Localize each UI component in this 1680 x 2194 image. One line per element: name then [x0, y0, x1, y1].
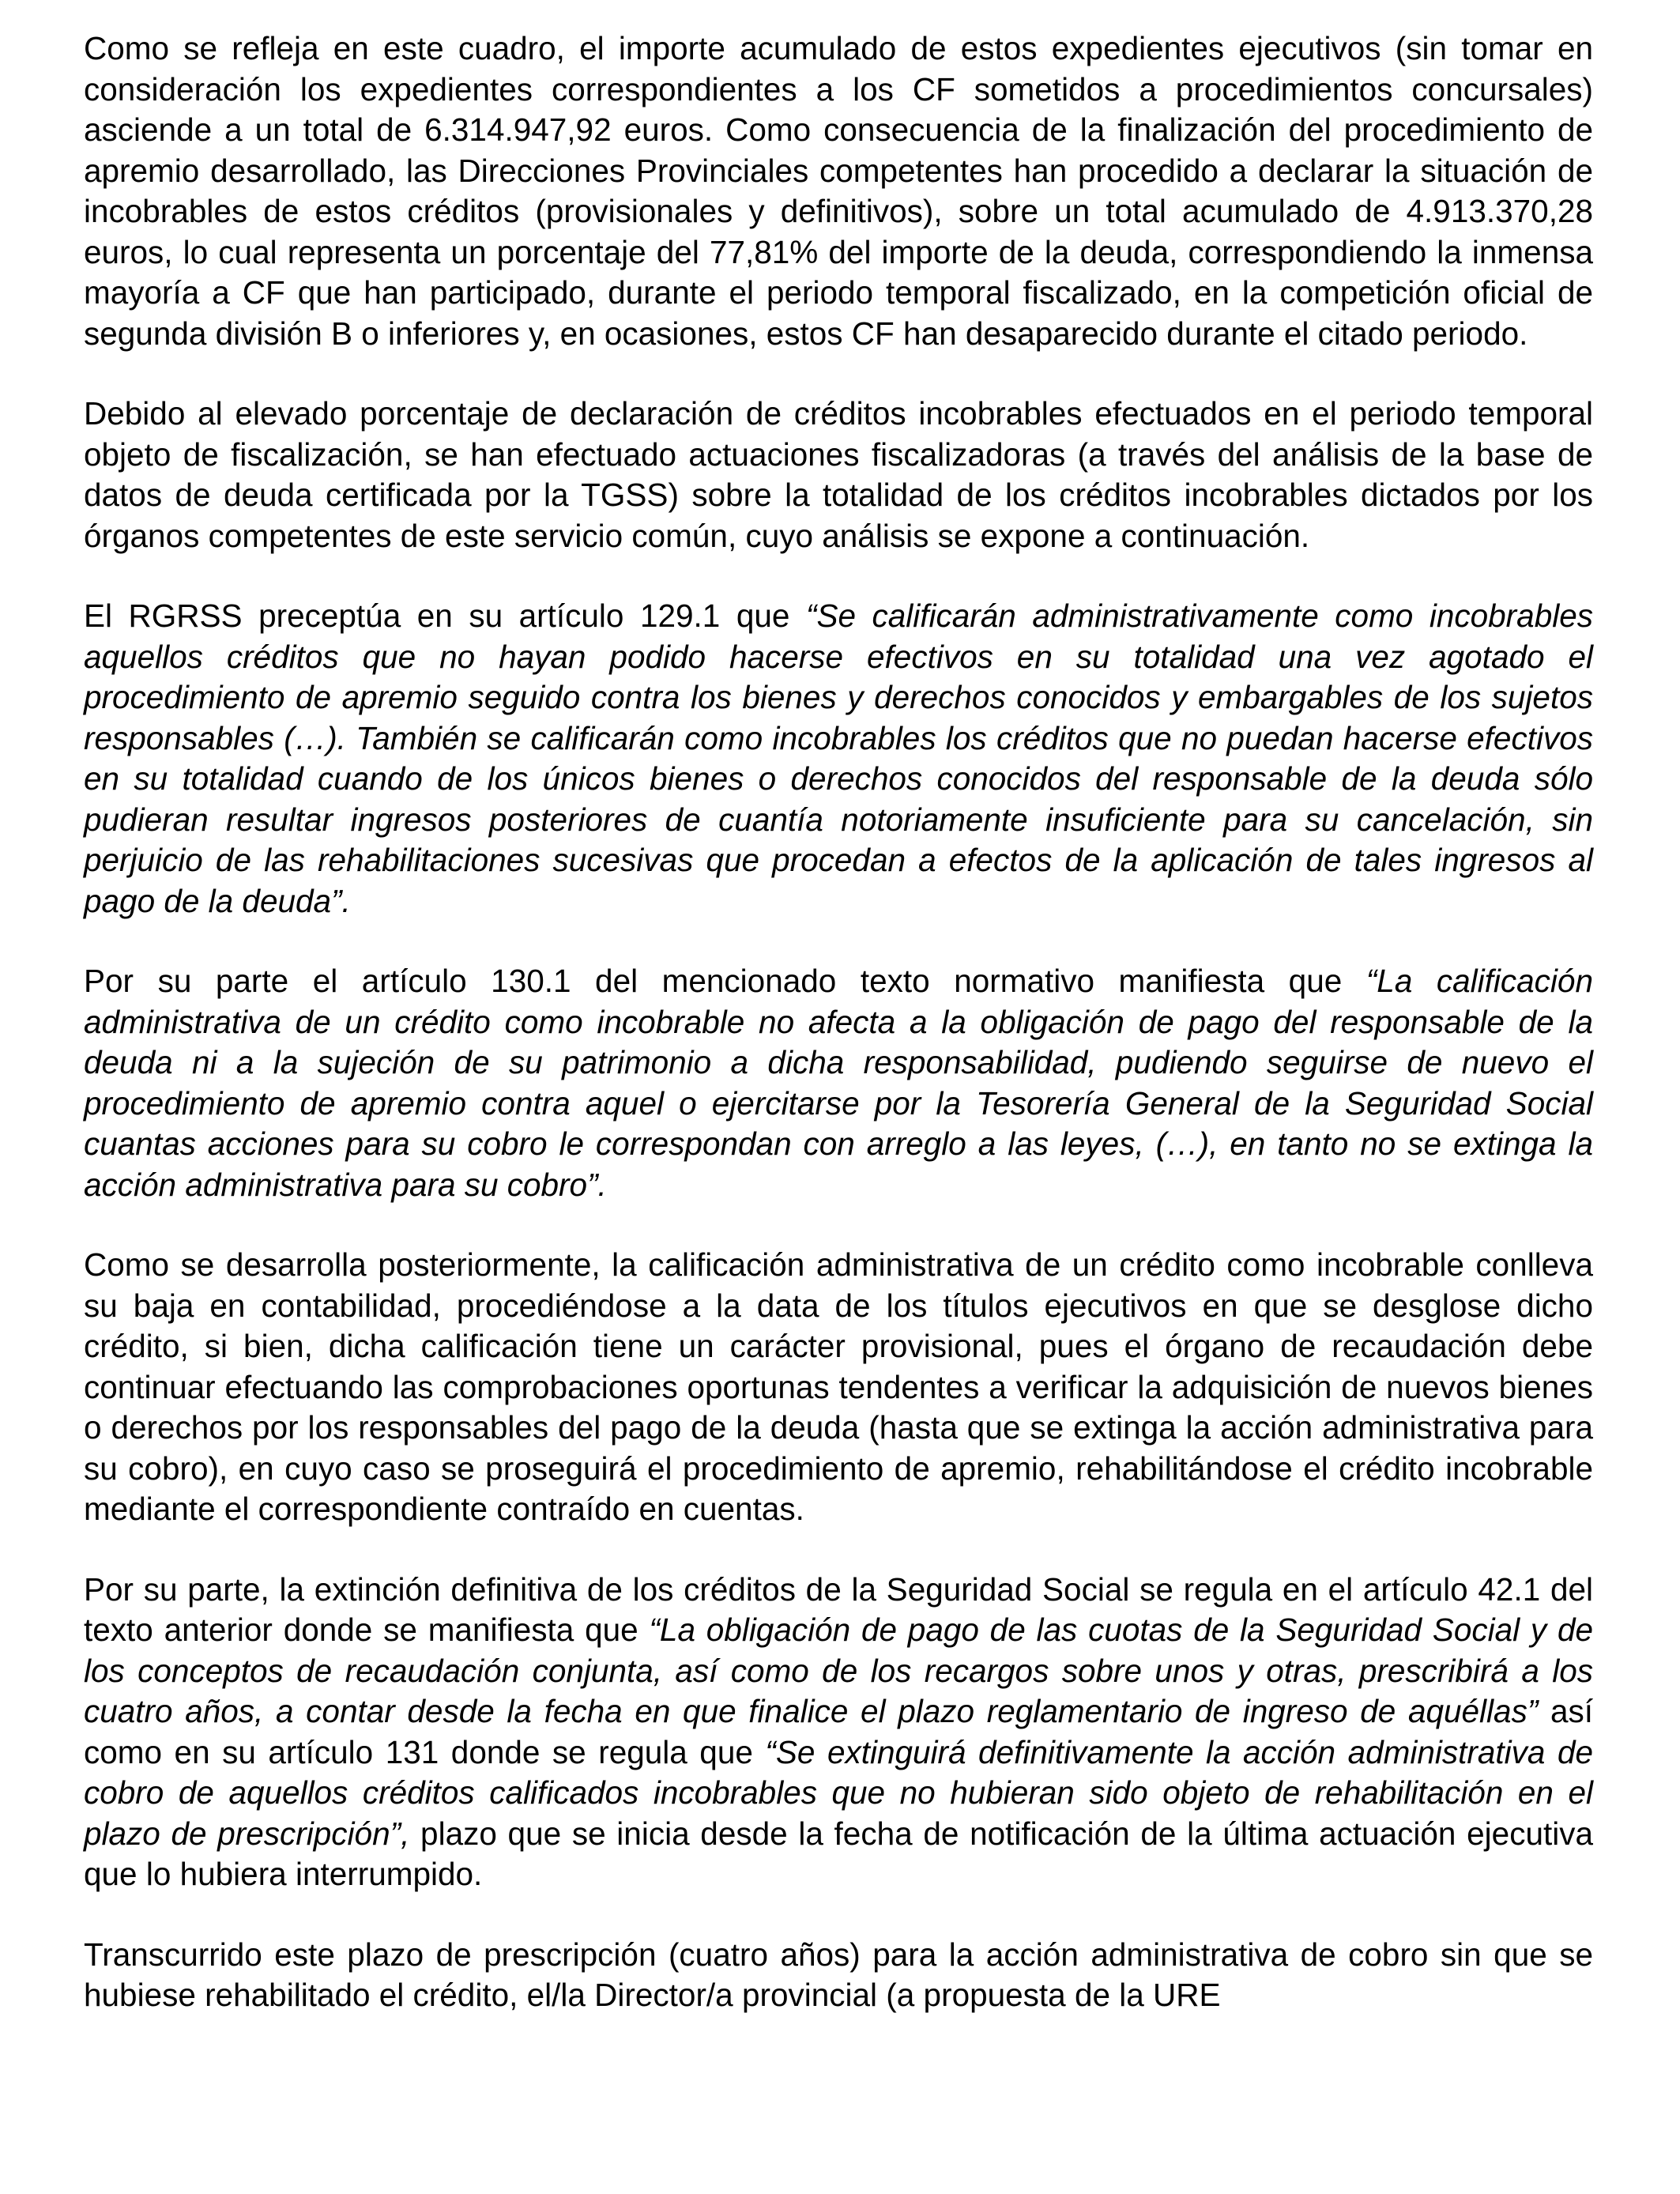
paragraph-6-quote-2: “Se extinguirá definitivamente la acción administrativa de cobro de aquellos créditos calificados incobrables que no hubieran sido objeto de rehabilitación en el plazo de prescripción”, — [84, 1733, 1593, 1852]
paragraph-5-text: Como se desarrolla posteriormente, la calificación administrativa de un crédito como incobrable conlleva su baja en contabilidad, procediéndose a la data de los títulos ejecutivos en que se desglose dicho crédito, si bien, dicha calificación tiene un carácter provisional, pues el órgano de recaudación debe continuar efectuando las comprobaciones oportunas tendentes a verificar la adquisición de nuevos bienes o derechos por los responsables del pago de la deuda (hasta que se extinga la acción administrativa para su cobro), en cuyo caso se proseguirá el procedimiento de apremio, rehabilitándose el crédito incobrable mediante el correspondiente contraído en cuentas. — [84, 1246, 1593, 1527]
paragraph-2-text: Debido al elevado porcentaje de declaración de créditos incobrables efectuados en el periodo temporal objeto de fiscalización, se han efectuado actuaciones fiscalizadoras (a través del análisis de la base de datos de deuda certificada por la TGSS) sobre la totalidad de los créditos incobrables dictados por los órganos competentes de este servicio común, cuyo análisis se expone a continuación. — [84, 395, 1593, 554]
paragraph-6-quote-1: “La obligación de pago de las cuotas de la Seguridad Social y de los conceptos de recaudación conjunta, así como de los recargos sobre unos y otras, prescribirá a los cuatro años, a contar desde la fecha en que finalice el plazo reglamentario de ingreso de aquéllas” — [84, 1612, 1593, 1729]
paragraph-4-intro: Por su parte el artículo 130.1 del mencionado texto normativo manifiesta que — [84, 963, 1366, 999]
paragraph-6-intro: Por su parte, la extinción definitiva de los créditos de la Seguridad Social se regula en el artículo 42.1 del texto anterior donde se manifiesta que — [84, 1570, 1593, 1648]
paragraph-4 — [84, 961, 1593, 1205]
paragraph-6 — [84, 1570, 1593, 1895]
paragraph-2 — [84, 394, 1593, 556]
paragraph-1 — [84, 28, 1593, 354]
paragraph-6-middle: así como en su artículo 131 donde se regula que — [84, 1693, 1594, 1770]
paragraph-7-text: Transcurrido este plazo de prescripción (cuatro años) para la acción administrativa de cobro sin que se hubiese rehabilitado el crédito, el/la Director/a provincial (a propuesta de la URE — [84, 1936, 1593, 2013]
paragraph-1-text: Como se refleja en este cuadro, el importe acumulado de estos expedientes ejecutivos (sin tomar en consideración los expedientes correspondientes a los CF sometidos a procedimientos concursales) asciende a un total de 6.314.947,92 euros. Como consecuencia de la finalización del procedimiento de apremio desarrollado, las Direcciones Provinciales competentes han procedido a declarar la situación de incobrables de estos créditos (provisionales y definitivos), sobre un total acumulado de 4.913.370,28 euros, lo cual representa un porcentaje del 77,81% del importe de la deuda, correspondiendo la inmensa mayoría a CF que han participado, durante el periodo temporal fiscalizado, en la competición oficial de segunda división B o inferiores y, en ocasiones, estos CF han desaparecido durante el citado periodo. — [84, 30, 1593, 352]
paragraph-3-intro: El RGRSS preceptúa en su artículo 129.1 que — [84, 598, 806, 634]
paragraph-4-quote: “La calificación administrativa de un crédito como incobrable no afecta a la obligación de pago del responsable de la deuda ni a la sujeción de su patrimonio a dicha responsabilidad, pudiendo seguirse de nuevo el procedimiento de apremio contra aquel o ejercitarse por la Tesorería General de la Seguridad Social cuantas acciones para su cobro le correspondan con arreglo a las leyes, (…), en tanto no se extinga la acción administrativa para su cobro”. — [84, 963, 1593, 1203]
paragraph-3 — [84, 596, 1593, 922]
paragraph-6-end: plazo que se inicia desde la fecha de notificación de la última actuación ejecutiva que lo hubiera interrumpido. — [84, 1815, 1593, 1892]
paragraph-5 — [84, 1245, 1593, 1530]
paragraph-3-quote: “Se calificarán administrativamente como incobrables aquellos créditos que no hayan podido hacerse efectivos en su totalidad una vez agotado el procedimiento de apremio seguido contra los bienes y derechos conocidos y embargables de los sujetos responsables (…). También se calificarán como incobrables los créditos que no puedan hacerse efectivos en su totalidad cuando de los únicos bienes o derechos conocidos del responsable de la deuda sólo pudieran resultar ingresos posteriores de cuantía notoriamente insuficiente para su cancelación, sin perjuicio de las rehabilitaciones sucesivas que procedan a efectos de la aplicación de tales ingresos al pago de la deuda”. — [84, 598, 1593, 919]
document-page — [84, 28, 1593, 2016]
paragraph-7 — [84, 1935, 1593, 2016]
